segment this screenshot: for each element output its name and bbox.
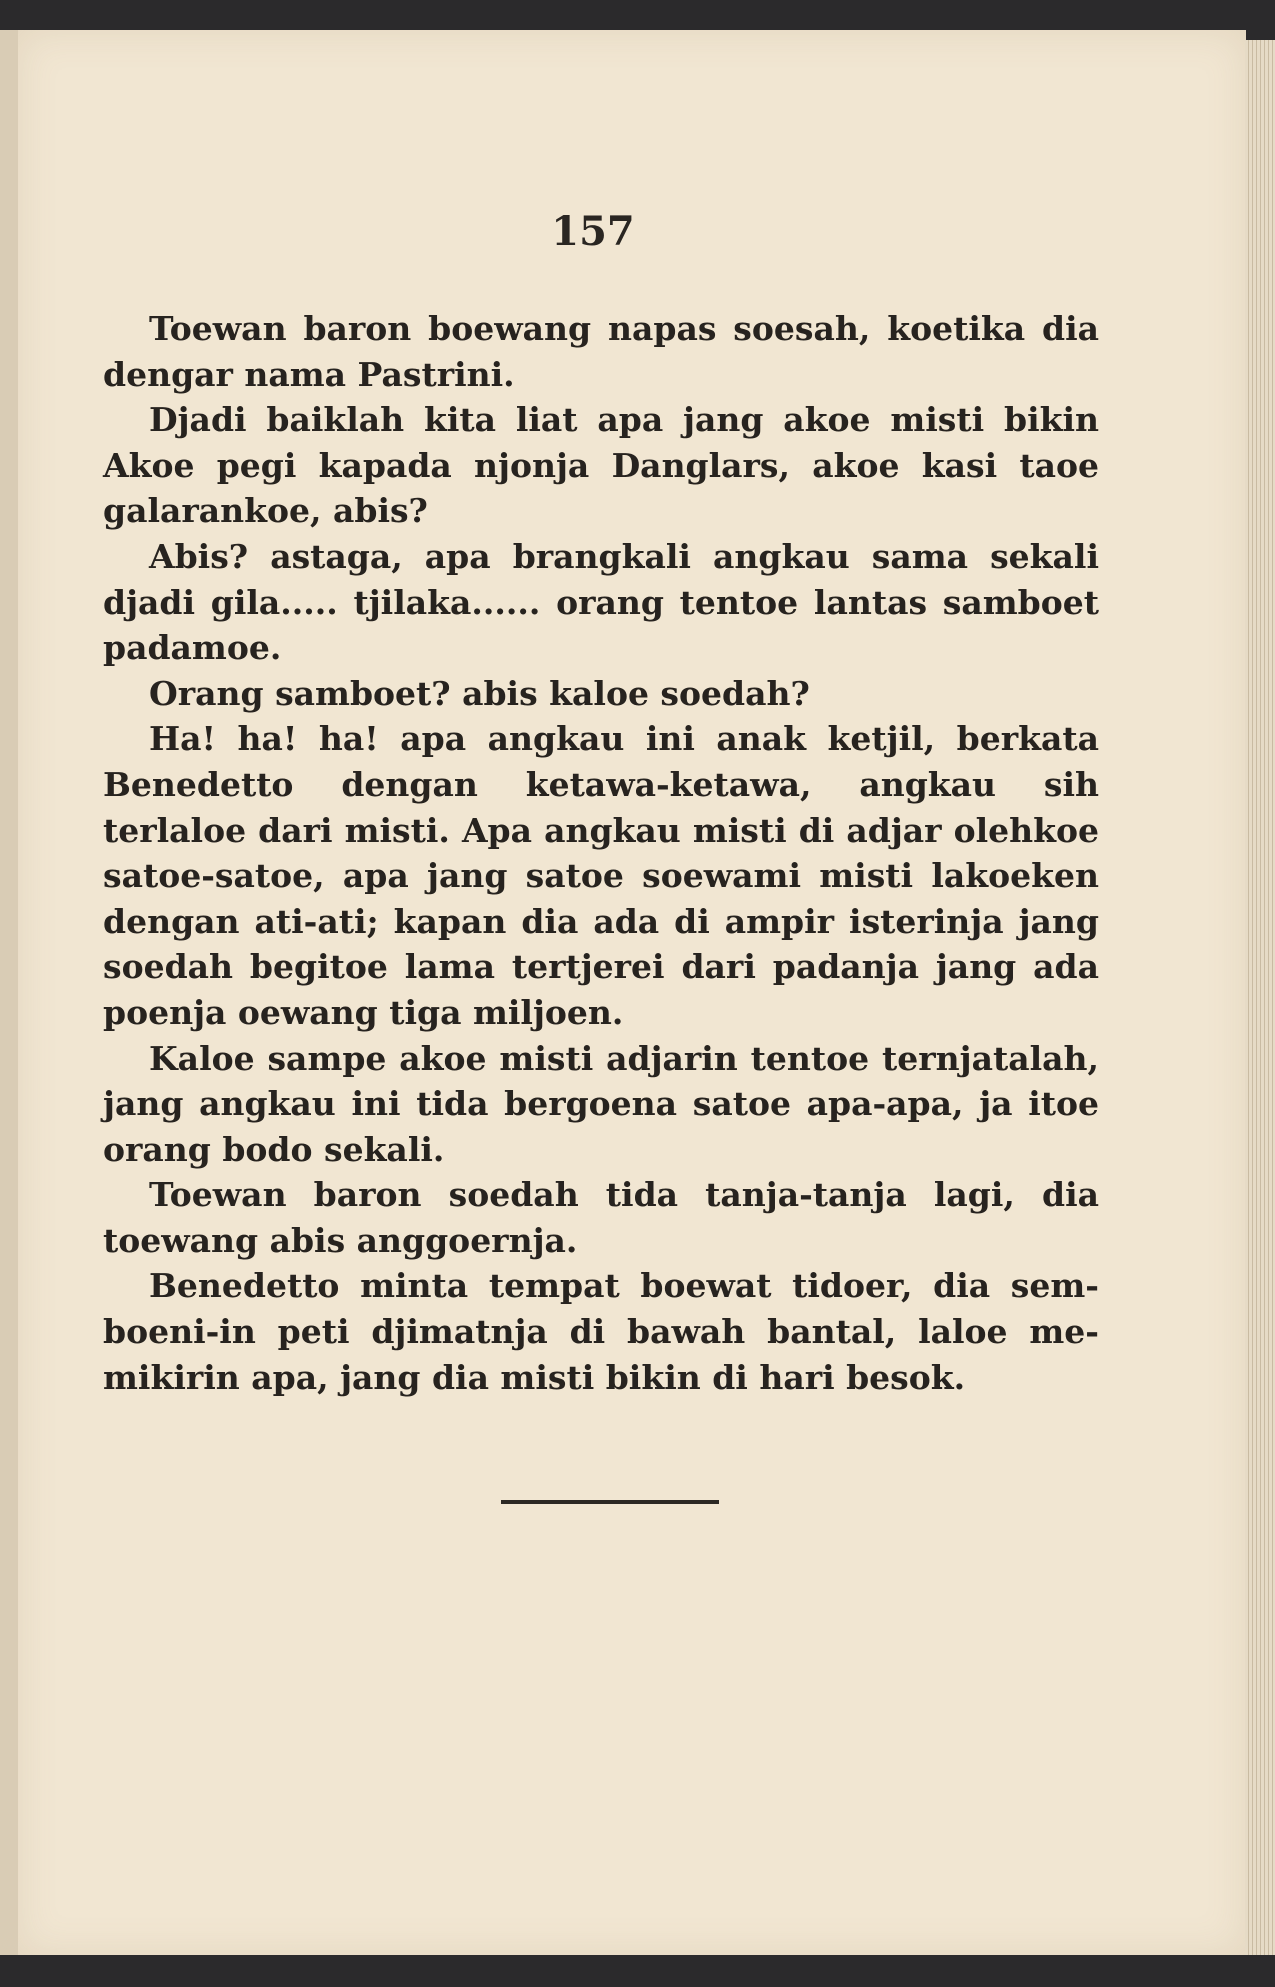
body-text — [103, 306, 1099, 1400]
paragraph-5: Ha! ha! ha! apa angkau ini anak ketjil, berkata Benedetto dengan ketawa-ketawa, angkau sih terlaloe dari misti. Apa angkau misti di adjar olehkoe satoe-satoe, apa jang satoe soewami misti lakoeken dengan ati-ati; kapan dia ada di ampir isterinja jang soedah begitoe lama tertjerei dari padanja jang ada poenja oewang tiga miljoen. — [103, 719, 1099, 1032]
book-page — [18, 30, 1246, 1955]
paragraph-3: Abis? astaga, apa brangkali angkau sama sekali djadi gila..... tjilaka...... orang tentoe lantas samboet padamoe. — [103, 536, 1099, 668]
paragraph-8: Benedetto minta tempat boewat tidoer, dia sem-boeni-in peti djimatnja di bawah bantal, laloe me-mikirin apa, jang dia misti bikin di hari besok. — [103, 1266, 1099, 1397]
paragraph-6: Kaloe sampe akoe misti adjarin tentoe ternjatalah, jang angkau ini tida bergoena satoe apa-apa, ja itoe orang bodo sekali. — [103, 1038, 1099, 1169]
section-divider-rule — [501, 1500, 719, 1504]
paragraph-7: Toewan baron soedah tida tanja-tanja lagi, dia toewang abis anggoernja. — [103, 1175, 1099, 1260]
paragraph-2: Djadi baiklah kita liat apa jang akoe misti bikin Akoe pegi kapada njonja Danglars, akoe kasi taoe galarankoe, abis? — [103, 400, 1099, 531]
book-page-edges — [1245, 40, 1275, 1955]
paragraph-4: Orang samboet? abis kaloe soedah? — [149, 673, 810, 713]
paragraph-1: Toewan baron boewang napas soesah, koetika dia dengar nama Pastrini. — [103, 309, 1099, 394]
page-number: 157 — [551, 208, 635, 255]
